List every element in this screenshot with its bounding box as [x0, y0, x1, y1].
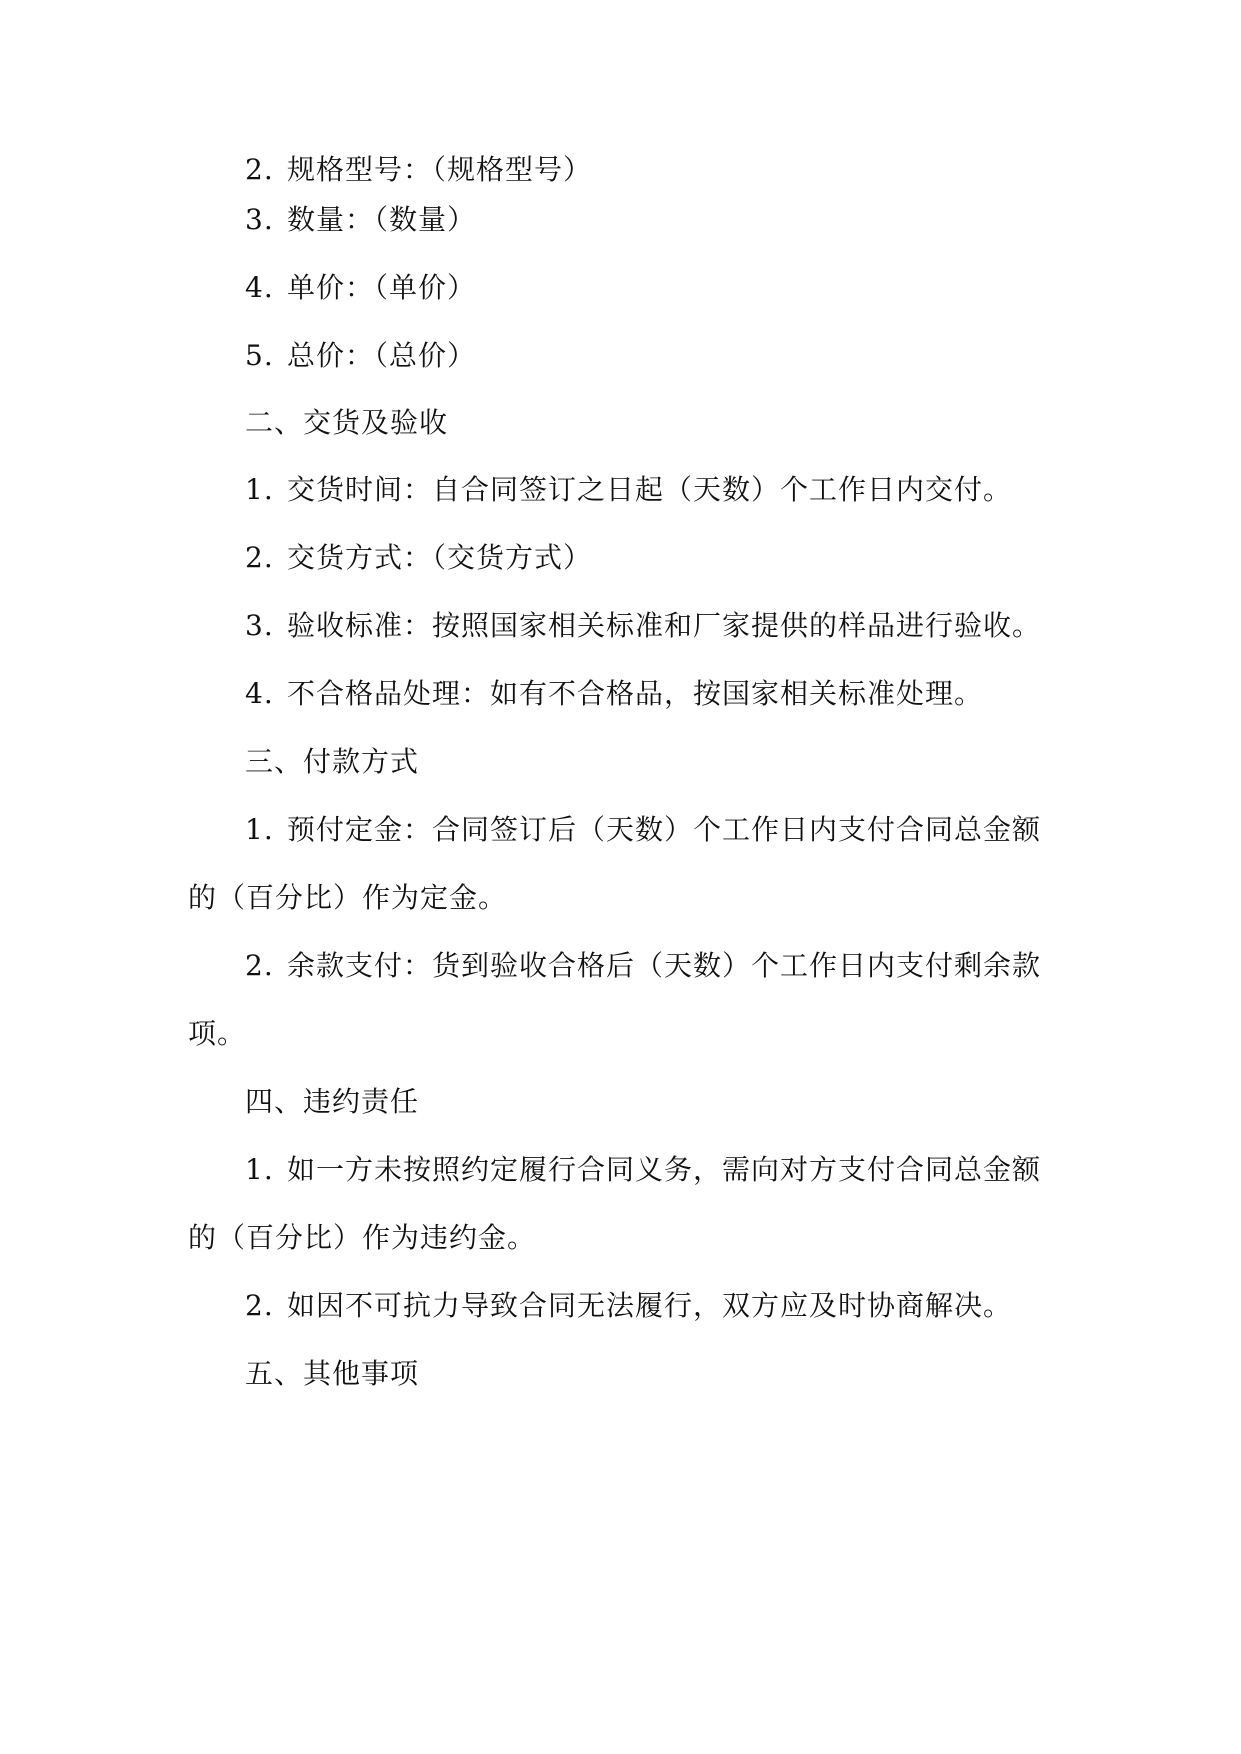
- balance-payment-line: [245, 946, 1041, 986]
- deposit-line: [245, 810, 1041, 850]
- line-text: 如因不可抗力导致合同无法履行，双方应及时协商解决。: [287, 1289, 1013, 1322]
- section-heading-delivery: [245, 403, 448, 443]
- breach-penalty-line-continued: [188, 1218, 536, 1258]
- acceptance-standard-line: [245, 606, 1041, 646]
- quantity-line: [245, 200, 476, 240]
- section-heading-text: 五、其他事项: [245, 1357, 420, 1390]
- line-text: 预付定金：合同签订后（天数）个工作日内支付合同总金额: [287, 813, 1042, 846]
- item-number: 2.: [245, 949, 274, 982]
- line-text: 数量：（数量）: [287, 203, 477, 236]
- line-text: 的（百分比）作为违约金。: [188, 1221, 537, 1254]
- item-number: 2.: [245, 153, 274, 186]
- nonconforming-handling-line: [245, 674, 983, 714]
- line-text: 验收标准：按照国家相关标准和厂家提供的样品进行验收。: [287, 609, 1042, 642]
- breach-penalty-line: [245, 1150, 1041, 1190]
- item-number: 4.: [245, 271, 274, 304]
- delivery-time-line: [245, 470, 1012, 510]
- balance-payment-line-continued: [188, 1014, 246, 1054]
- item-number: 5.: [245, 339, 274, 372]
- section-heading-text: 二、交货及验收: [245, 406, 449, 439]
- section-heading-text: 四、违约责任: [245, 1085, 420, 1118]
- line-text: 交货方式：（交货方式）: [287, 541, 593, 574]
- line-text: 余款支付：货到验收合格后（天数）个工作日内支付剩余款: [287, 949, 1042, 982]
- section-heading-liability: [245, 1082, 419, 1122]
- item-number: 2.: [245, 1289, 274, 1322]
- line-text: 总价：（总价）: [287, 339, 477, 372]
- line-text: 项。: [188, 1017, 247, 1050]
- line-text: 的（百分比）作为定金。: [188, 881, 508, 914]
- total-price-line: [245, 336, 476, 376]
- line-text: 如一方未按照约定履行合同义务，需向对方支付合同总金额: [287, 1153, 1042, 1186]
- item-number: 3.: [245, 609, 274, 642]
- line-text: 单价：（单价）: [287, 271, 477, 304]
- unit-price-line: [245, 268, 476, 308]
- item-number: 1.: [245, 1153, 274, 1186]
- section-heading-payment: [245, 742, 419, 782]
- item-number: 3.: [245, 203, 274, 236]
- line-text: 规格型号：（规格型号）: [287, 153, 593, 186]
- item-number: 2.: [245, 541, 274, 574]
- delivery-method-line: [245, 538, 592, 578]
- line-text: 不合格品处理：如有不合格品，按国家相关标准处理。: [287, 677, 984, 710]
- item-number: 1.: [245, 813, 274, 846]
- section-heading-text: 三、付款方式: [245, 745, 420, 778]
- item-number: 1.: [245, 473, 274, 506]
- deposit-line-continued: [188, 878, 507, 918]
- line-text: 交货时间：自合同签订之日起（天数）个工作日内交付。: [287, 473, 1013, 506]
- force-majeure-line: [245, 1286, 1012, 1326]
- section-heading-other: [245, 1354, 419, 1394]
- spec-model-line: [245, 150, 592, 190]
- item-number: 4.: [245, 677, 274, 710]
